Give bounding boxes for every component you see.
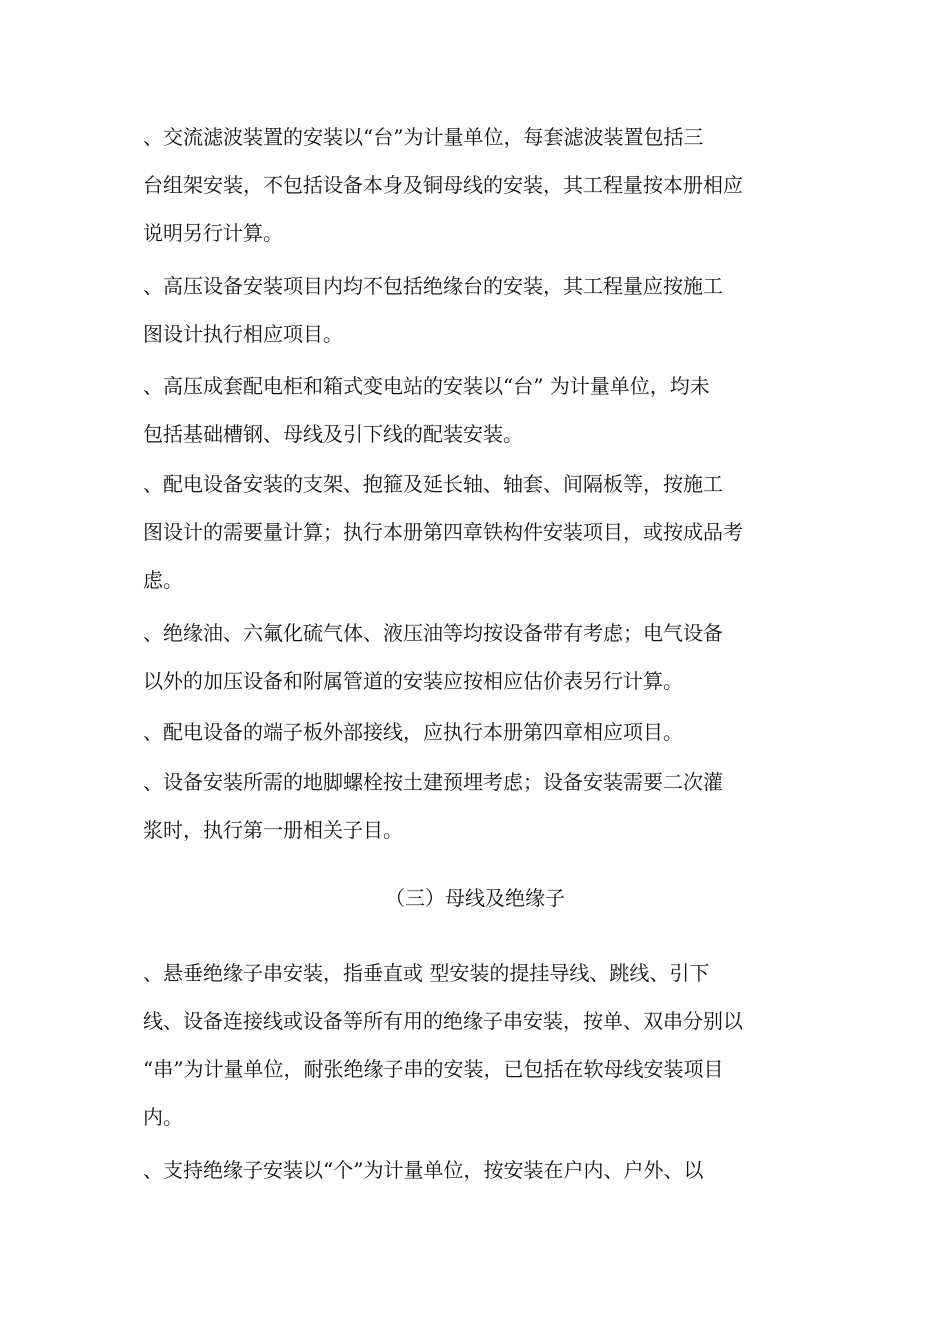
paragraph-line: 、绝缘油、六氟化硫气体、液压油等均按设备带有考虑；电气设备	[143, 621, 723, 645]
paragraph-line: 台组架安装，不包括设备本身及铜母线的安装，其工程量按本册相应	[143, 173, 743, 197]
paragraph-line: 线、设备连接线或设备等所有用的绝缘子串安装，按单、双串分别以	[143, 1009, 743, 1033]
paragraph	[143, 262, 813, 358]
paragraph-line: 说明另行计算。	[143, 221, 283, 245]
paragraph	[143, 949, 813, 1141]
paragraph-line: 包括基础槽钢、母线及引下线的配装安装。	[143, 422, 523, 446]
paragraph-line: 、设备安装所需的地脚螺栓按土建预埋考虑；设备安装需要二次灌	[143, 770, 723, 794]
paragraph-line: 、高压成套配电柜和箱式变电站的安装以“台” 为计量单位，均未	[143, 374, 710, 398]
section-heading: （三）母线及绝缘子	[385, 886, 565, 910]
paragraph-line: 、交流滤波装置的安装以“台”为计量单位，每套滤波装置包括三	[143, 125, 704, 149]
paragraph	[143, 708, 813, 756]
paragraph	[143, 362, 813, 458]
paragraph-line: 、支持绝缘子安装以“个”为计量单位，按安装在户内、户外、以	[143, 1158, 704, 1182]
paragraph	[143, 113, 813, 257]
paragraph-line: 内。	[143, 1105, 183, 1129]
paragraph-line: 、高压设备安装项目内均不包括绝缘台的安装，其工程量应按施工	[143, 274, 723, 298]
paragraph-line: 、配电设备安装的支架、抱箍及延长轴、轴套、间隔板等，按施工	[143, 472, 723, 496]
paragraph-line: 图设计的需要量计算；执行本册第四章铁构件安装项目，或按成品考	[143, 520, 743, 544]
paragraph-line: 虑。	[143, 568, 183, 592]
paragraph	[143, 1146, 813, 1194]
paragraph-line: 图设计执行相应项目。	[143, 322, 343, 346]
paragraph-line: 、配电设备的端子板外部接线，应执行本册第四章相应项目。	[143, 720, 683, 744]
paragraph-line: 、悬垂绝缘子串安装，指垂直或 型安装的提挂导线、跳线、引下	[143, 961, 710, 985]
paragraph	[143, 609, 813, 705]
paragraph	[143, 758, 813, 854]
paragraph-line: 以外的加压设备和附属管道的安装应按相应估价表另行计算。	[143, 669, 683, 693]
paragraph	[143, 460, 813, 604]
paragraph-line: “串”为计量单位，耐张绝缘子串的安装，已包括在软母线安装项目	[143, 1057, 724, 1081]
paragraph-line: 浆时，执行第一册相关子目。	[143, 818, 403, 842]
